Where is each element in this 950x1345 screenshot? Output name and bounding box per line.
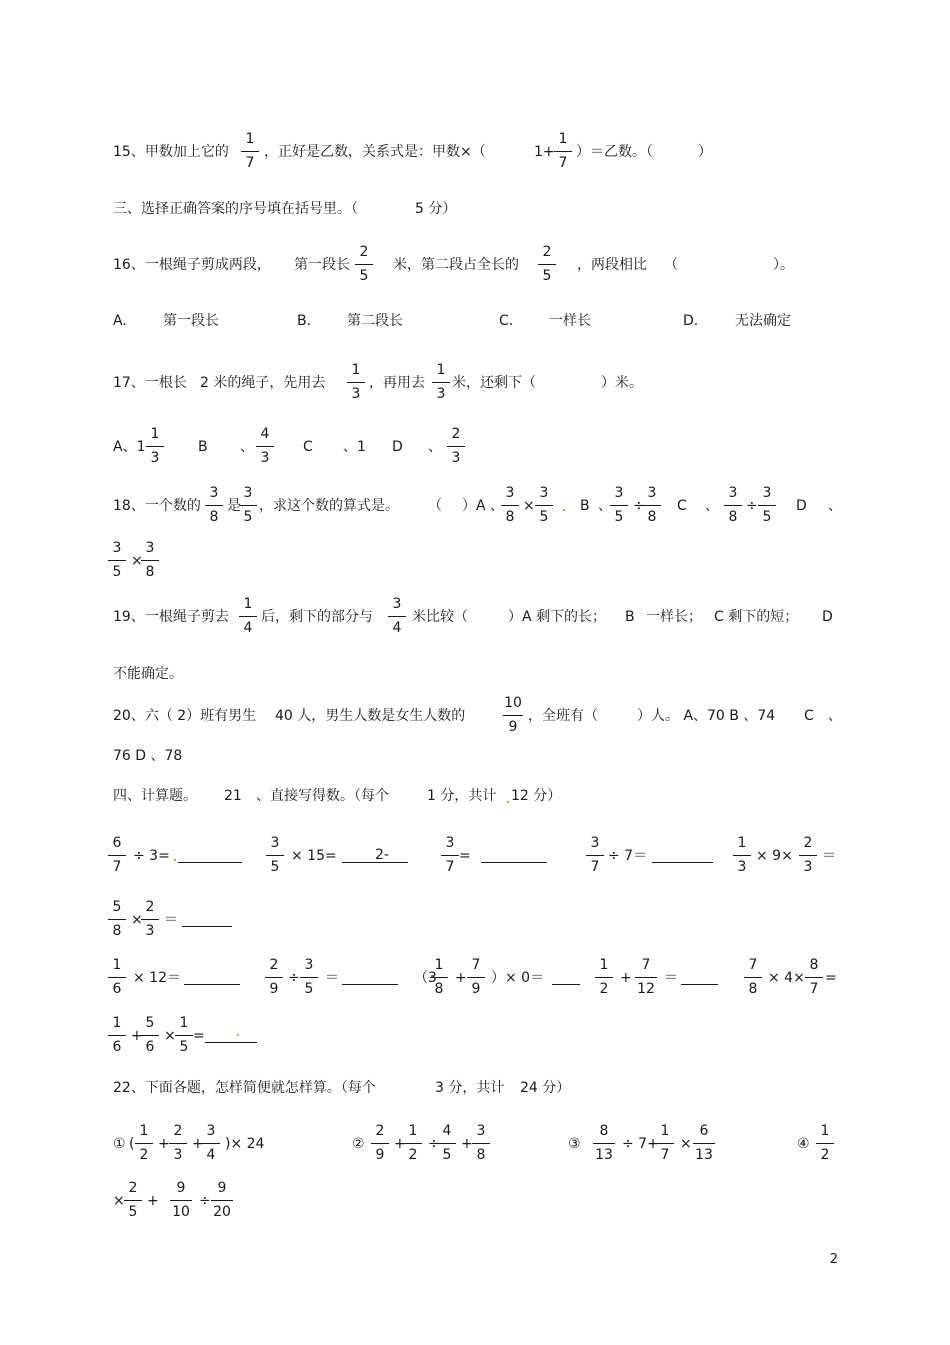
calc-equals: ＝ <box>664 970 678 986</box>
q19-option-d: D <box>822 609 833 625</box>
calc-plus: + <box>147 1193 159 1209</box>
fraction: 8 13 <box>590 1124 618 1164</box>
fraction: 2 9 <box>262 958 286 998</box>
problem-number: ④ <box>797 1136 810 1152</box>
q22-total: 24 分） <box>520 1080 571 1096</box>
fraction: 3 4 <box>199 1124 223 1164</box>
question-20 <box>0 696 950 736</box>
problem-number: ② <box>352 1136 365 1152</box>
fraction: 1 7 <box>551 132 575 172</box>
section-3-score: 5 分） <box>415 201 457 217</box>
calc-equals: = <box>193 1028 205 1044</box>
fraction: 4 5 <box>435 1124 459 1164</box>
calc-plus: + <box>620 970 632 986</box>
question-17 <box>0 363 950 403</box>
q17-label: 17、一根长 <box>113 375 187 391</box>
q18-is: 是 <box>227 498 241 514</box>
fraction: 3 5 <box>297 958 321 998</box>
q19-option-c: C 剩下的短； <box>714 609 799 625</box>
question-15 <box>0 130 950 170</box>
calc-times: × <box>164 1028 176 1044</box>
q18-option-d-line <box>0 541 950 581</box>
q18-paren: （ <box>428 498 442 514</box>
question-19 <box>0 597 950 637</box>
q18-divide: ÷ <box>746 498 758 514</box>
fraction: 1 2 <box>401 1124 425 1164</box>
calc-plus: + <box>461 1136 473 1152</box>
q21-number: 21 <box>224 788 242 804</box>
calc-open-paren: ( <box>129 1136 135 1152</box>
calc-equals: ＝ <box>164 912 178 928</box>
q20-boys: 40 人，男生人数是女生人数的 <box>275 708 466 724</box>
q16-option-d-letter: D. <box>683 313 699 329</box>
calc-equals: = <box>825 970 837 986</box>
calc-divide: ÷ <box>288 970 300 986</box>
q17-option-b: B <box>198 439 208 455</box>
q18-mid: ，求这个数的算式是。 <box>259 498 399 514</box>
q17-mid: ，再用去 <box>369 375 425 391</box>
answer-blank[interactable] <box>178 846 242 863</box>
calc-open-paren: （3 <box>414 970 437 986</box>
q15-end: ）＝乙数。（ <box>576 144 653 160</box>
fraction: 2 3 <box>166 1124 190 1164</box>
calc-row-4 <box>0 1016 950 1058</box>
q18-times: × <box>523 498 535 514</box>
fraction: 1 3 <box>730 836 754 876</box>
calc-divide: ÷ <box>199 1193 211 1209</box>
answer-blank[interactable] <box>552 968 580 985</box>
fraction: 1 6 <box>105 1016 129 1056</box>
calc-plus: + <box>131 1028 143 1044</box>
q16-option-b-letter: B. <box>297 313 312 329</box>
calc-expression: × 4× <box>768 970 805 986</box>
q18-separator: 、 <box>828 498 842 514</box>
q20-mid: ，全班有（ <box>528 708 598 724</box>
q18-option-d: D <box>796 498 807 514</box>
q16-paren-close: ）。 <box>773 257 794 273</box>
q17-option-a: A、1 <box>113 439 146 455</box>
calc-equals: ＝ <box>822 848 836 864</box>
q19-option-b-text: 一样长； <box>646 609 702 625</box>
q19-option-b: B <box>625 609 635 625</box>
fraction: 1 3 <box>143 427 167 467</box>
q15-close: ） <box>698 144 712 160</box>
question-16 <box>0 245 950 285</box>
calc-expression: ÷ 7＝ <box>608 848 648 864</box>
fraction: 2 5 <box>121 1181 145 1221</box>
fraction: 3 5 <box>236 486 260 526</box>
q17-option-c: C <box>303 439 313 455</box>
calc-expression: × 15= <box>291 848 337 864</box>
printing-speck <box>174 859 176 861</box>
q20-line2 <box>0 749 950 773</box>
answer-blank[interactable] <box>481 846 547 863</box>
q17-close: ）米。 <box>601 375 643 391</box>
q16-option-b-text: 第二段长 <box>347 313 403 329</box>
fraction: 1 4 <box>236 597 260 637</box>
q17-separator: 、 <box>240 439 254 455</box>
fraction: 3 8 <box>721 486 745 526</box>
fraction: 1 3 <box>344 363 368 403</box>
q18-separator: 、 <box>598 498 612 514</box>
fraction: 3 8 <box>202 486 226 526</box>
q22-problem-4-continued <box>0 1181 950 1223</box>
fraction: 2 5 <box>352 245 376 285</box>
calc-row-3 <box>0 958 950 1000</box>
q18-option-b: B <box>580 498 590 514</box>
fraction: 3 8 <box>498 486 522 526</box>
fraction: 1 8 <box>427 958 451 998</box>
answer-blank[interactable] <box>681 968 718 985</box>
printing-speck <box>563 509 565 511</box>
q17-end: 米，还剩下（ <box>452 375 536 391</box>
fraction: 3 7 <box>438 836 462 876</box>
calc-expression: ÷ 7+ <box>622 1136 659 1152</box>
q22-problems-row <box>0 1124 950 1166</box>
q17-length: 2 米的绳子，先用去 <box>200 375 326 391</box>
q19-option-a: ）A 剩下的长； <box>508 609 607 625</box>
fraction: 3 5 <box>607 486 631 526</box>
calc-divide: ÷ <box>428 1136 440 1152</box>
q18-option-c: C <box>677 498 687 514</box>
printing-speck <box>507 801 509 803</box>
q22-score: 3 分，共计 <box>435 1080 505 1096</box>
calc-times: × <box>680 1136 692 1152</box>
q20-separator: 、 <box>828 708 842 724</box>
q18-paren-close: ）A 、 <box>462 498 505 514</box>
fraction: 2 3 <box>444 427 468 467</box>
fraction: 9 10 <box>167 1181 195 1221</box>
fraction: 1 2 <box>132 1124 156 1164</box>
q19-label: 19、一根绳子剪去 <box>113 609 229 625</box>
q18-separator: 、 <box>705 498 719 514</box>
calc-equals: ＝ <box>325 970 339 986</box>
calc-expression: )× 24 <box>225 1136 265 1152</box>
fraction: 3 8 <box>138 541 162 581</box>
q20-label: 20、六（ 2）班有男生 <box>113 708 257 724</box>
q17-option-c-value: 、1 <box>343 439 366 455</box>
q18-label: 18、一个数的 <box>113 498 201 514</box>
fraction: 7 9 <box>464 958 488 998</box>
q16-options <box>0 314 950 338</box>
q20-end: ）人。 A、70 B 、74 <box>637 708 776 724</box>
calc-plus: + <box>455 970 467 986</box>
answer-blank[interactable] <box>205 1026 257 1043</box>
q17-separator: 、 <box>428 439 442 455</box>
q17-options <box>0 427 950 467</box>
fraction: 2 9 <box>368 1124 392 1164</box>
q19-option-d-line <box>0 667 950 691</box>
calc-expression: × 9× <box>756 848 793 864</box>
calc-row-1 <box>0 836 950 878</box>
fraction: 6 13 <box>690 1124 718 1164</box>
q16-part3: ，两段相比 <box>577 257 647 273</box>
question-18 <box>0 486 950 526</box>
q19-mid: 后，剩下的部分与 <box>261 609 373 625</box>
section-3-title: 三、选择正确答案的序号填在括号里。（ <box>113 201 358 217</box>
q16-label: 16、一根绳子剪成两段， <box>113 257 271 273</box>
calc-plus: + <box>192 1136 204 1152</box>
fraction: 1 2 <box>592 958 616 998</box>
q15-one-plus: 1+ <box>534 144 555 160</box>
fraction: 3 5 <box>755 486 779 526</box>
problem-number: ① <box>113 1136 126 1152</box>
calc-plus: + <box>394 1136 406 1152</box>
answer-blank[interactable] <box>342 968 398 985</box>
fraction: 2 3 <box>138 900 162 940</box>
fraction: 7 8 <box>741 958 765 998</box>
q21-total: 12 分） <box>511 788 562 804</box>
fraction: 3 5 <box>105 541 129 581</box>
q22-label: 22、下面各题，怎样简便就怎样算。（每个 <box>113 1080 376 1096</box>
fraction: 2 5 <box>535 245 559 285</box>
q16-option-c-text: 一样长 <box>549 313 591 329</box>
fraction: 3 8 <box>469 1124 493 1164</box>
q15-mid: ，正好是乙数，关系式是：甲数×（ <box>264 144 486 160</box>
fraction: 3 4 <box>385 597 409 637</box>
section-3-heading <box>0 202 950 226</box>
fraction: 3 5 <box>532 486 556 526</box>
q18-times: × <box>131 553 143 569</box>
calc-expression: × 12＝ <box>133 970 181 986</box>
q16-option-a-text: 第一段长 <box>163 313 219 329</box>
answer-blank[interactable] <box>182 910 232 927</box>
fraction: 1 6 <box>105 958 129 998</box>
fraction: 8 7 <box>802 958 826 998</box>
q16-option-a-letter: A. <box>113 313 127 329</box>
q16-option-d-text: 无法确定 <box>735 313 791 329</box>
fraction: 1 7 <box>653 1124 677 1164</box>
calc-expression: = <box>459 848 471 864</box>
page-number: 2 <box>829 1252 838 1267</box>
calc-times: × <box>131 912 143 928</box>
q18-divide: ÷ <box>633 498 645 514</box>
problem-number: ③ <box>568 1136 581 1152</box>
q19-end: 米比较（ <box>412 609 468 625</box>
fraction: 9 20 <box>208 1181 236 1221</box>
fraction: 7 12 <box>632 958 660 998</box>
q16-part1: 第一段长 <box>294 257 350 273</box>
calc-expression: ÷ 3= <box>133 848 170 864</box>
fraction: 3 5 <box>263 836 287 876</box>
q15-label: 15、甲数加上它的 <box>113 144 229 160</box>
q19-option-d-text: 不能确定。 <box>113 666 183 682</box>
q16-part2: 米，第二段占全长的 <box>393 257 519 273</box>
calc-expression: ）× 0＝ <box>491 970 545 986</box>
q21-score: 1 分，共计 <box>427 788 497 804</box>
answer-blank[interactable] <box>652 846 713 863</box>
fraction: 5 8 <box>105 900 129 940</box>
fraction: 1 7 <box>238 132 262 172</box>
handwritten-answer: 2- <box>375 847 389 863</box>
q21-instruction: 、直接写得数。（每个 <box>256 788 389 804</box>
calc-plus: + <box>158 1136 170 1152</box>
question-22 <box>0 1081 950 1105</box>
q16-option-c-letter: C. <box>499 313 514 329</box>
fraction: 10 9 <box>504 695 522 735</box>
fraction: 1 5 <box>172 1016 196 1056</box>
calc-times: × <box>113 1193 125 1209</box>
fraction: 3 7 <box>583 836 607 876</box>
fraction: 1 3 <box>429 363 453 403</box>
fraction: 2 3 <box>796 836 820 876</box>
section-4-heading <box>0 789 950 813</box>
q17-option-d: D <box>392 439 403 455</box>
fraction: 3 8 <box>640 486 664 526</box>
q20-options-cd: 76 D 、78 <box>113 748 183 764</box>
fraction: 1 2 <box>813 1124 837 1164</box>
fraction: 4 3 <box>253 427 277 467</box>
q20-option-c: C <box>804 708 814 724</box>
fraction: 5 6 <box>138 1016 162 1056</box>
section-4-title: 四、计算题。 <box>113 788 197 804</box>
q16-paren-open: （ <box>664 257 678 273</box>
calc-row-2 <box>0 900 950 942</box>
answer-blank[interactable] <box>184 968 240 985</box>
fraction: 6 7 <box>105 836 129 876</box>
